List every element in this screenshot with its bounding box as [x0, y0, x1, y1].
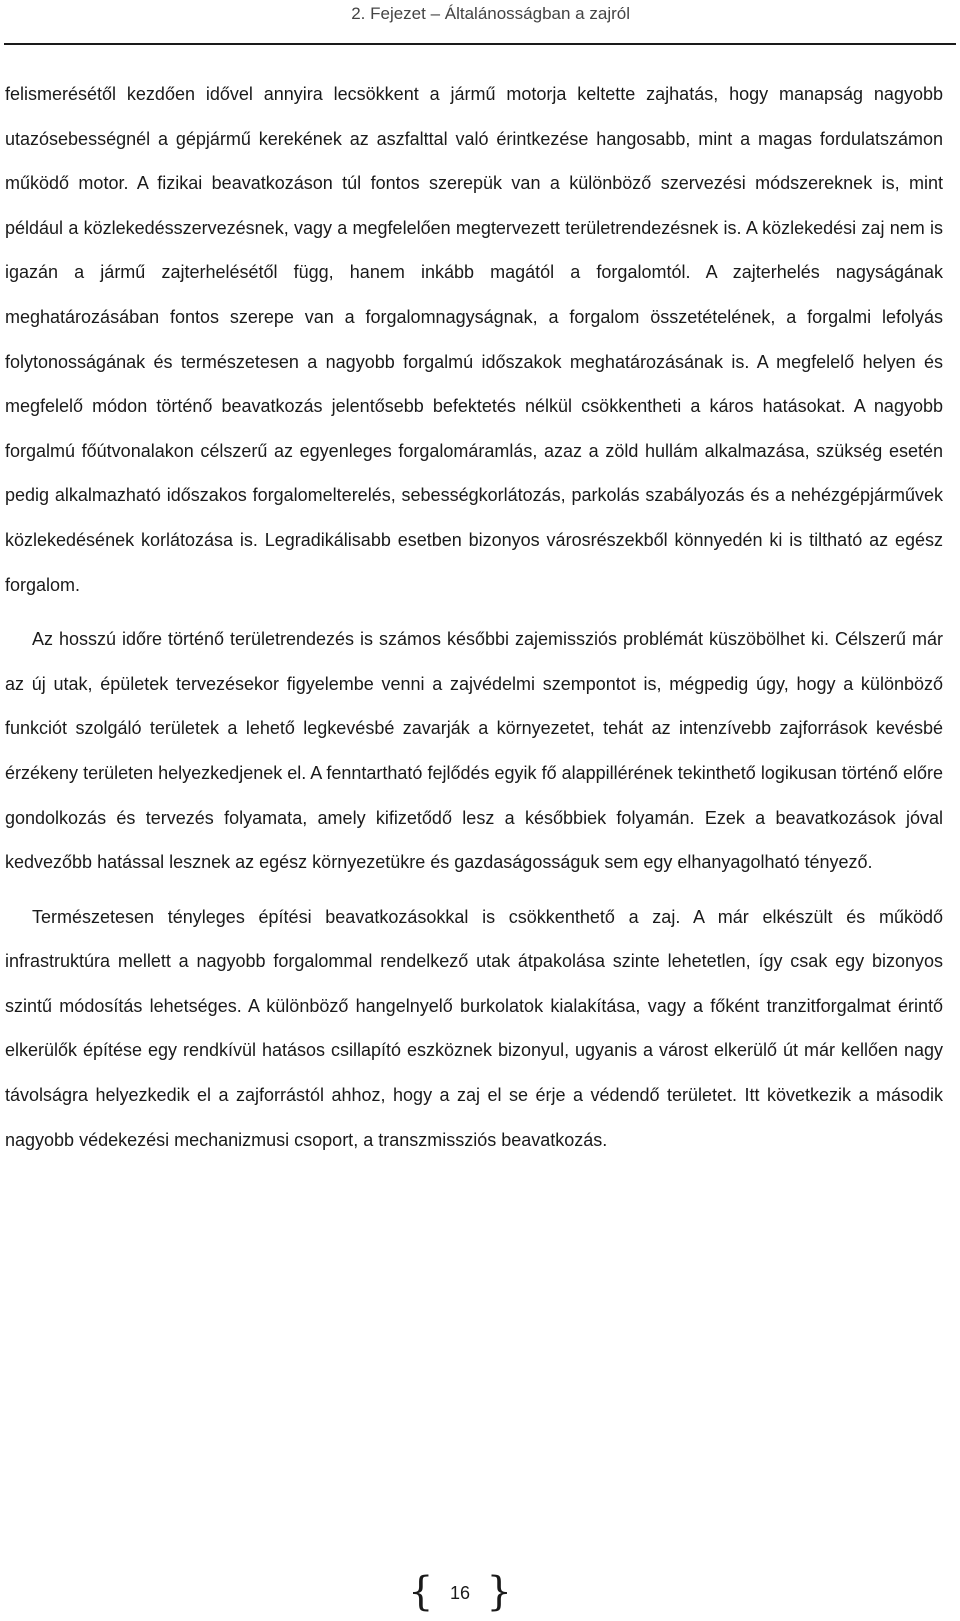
paragraph-2: Az hosszú időre történő területrendezés is számos későbbi zajemissziós problémát küszöbölhet ki. Célszerű már az új utak, épületek tervezésekor figyelembe venni a zajvédelmi szempontot is, mégpedig úgy, hogy a különböző funkciót szolgáló területek a lehető legkevésbé zavarják a környezetet, tehát az intenzívebb zajforrások kevésbé érzékeny területen helyezkedjenek el. A fenntartható fejlődés egyik fő alappillérének tekinthető logikusan történő előre gondolkozás és tervezés folyamata, amely kifizetődő lesz a későbbiek folyamán. Ezek a beavatkozások jóval kedvezőbb hatással lesznek az egész környezetükre és gazdaságosságuk sem egy elhanyagolható tényező.	[5, 629, 943, 873]
paragraph-3: Természetesen tényleges építési beavatkozásokkal is csökkenthető a zaj. A már elkészült és működő infrastruktúra mellett a nagyobb forgalommal rendelkező utak átpakolása szinte lehetetlen, így csak egy bizonyos szintű módosítás lehetséges. A különböző hangelnyelő burkolatok kialakítása, vagy a főként tranzitforgalmat érintő elkerülők építése egy rendkívül hatásos csillapító eszköznek bizonyul, ugyanis a várost elkerülő út már kellően nagy távolságra helyezkedik el a zajforrástól ahhoz, hogy a zaj el se érje a védendő területet. Itt következik a második nagyobb védekezési mechanizmusi csoport, a transzmissziós beavatkozás.	[5, 906, 943, 1150]
header-divider	[4, 43, 956, 45]
running-header: 2. Fejezet – Általánosságban a zajról	[351, 4, 630, 23]
left-brace-icon: {	[408, 1569, 434, 1615]
body-text	[5, 72, 943, 1162]
page-number: 16	[449, 1583, 471, 1603]
right-brace-icon: }	[486, 1569, 512, 1615]
page-number-box	[408, 1571, 512, 1617]
paragraph-1: felismerésétől kezdően idővel annyira lecsökkent a jármű motorja keltette zajhatás, hogy manapság nagyobb utazósebességnél a gépjármű kerekének az aszfalttal való érintkezése hangosabb, mint a magas fordulatszámon működő motor. A fizikai beavatkozáson túl fontos szerepük van a különböző szervezési módszereknek is, mint például a közlekedésszervezésnek, vagy a megfelelően megtervezett területrendezésnek is. A közlekedési zaj nem is igazán a jármű zajterhelésétől függ, hanem inkább magától a forgalomtól. A zajterhelés nagyságának meghatározásában fontos szerepe van a forgalomnagyságnak, a forgalom összetételének, a forgalmi lefolyás folytonosságának és természetesen a nagyobb forgalmú időszakok meghatározásának is. A megfelelő helyen és megfelelő módon történő beavatkozás jelentősebb befektetés nélkül csökkentheti a káros hatásokat. A nagyobb forgalmú főútvonalakon célszerű az egyenleges forgalomáramlás, azaz a zöld hullám alkalmazása, szükség esetén pedig alkalmazható időszakos forgalomelterelés, sebességkorlátozás, parkolás szabályozás és a nehézgépjárművek közlekedésének korlátozása is. Legradikálisabb esetben bizonyos városrészekből könnyedén ki is tiltható az egész forgalom.	[5, 84, 943, 595]
